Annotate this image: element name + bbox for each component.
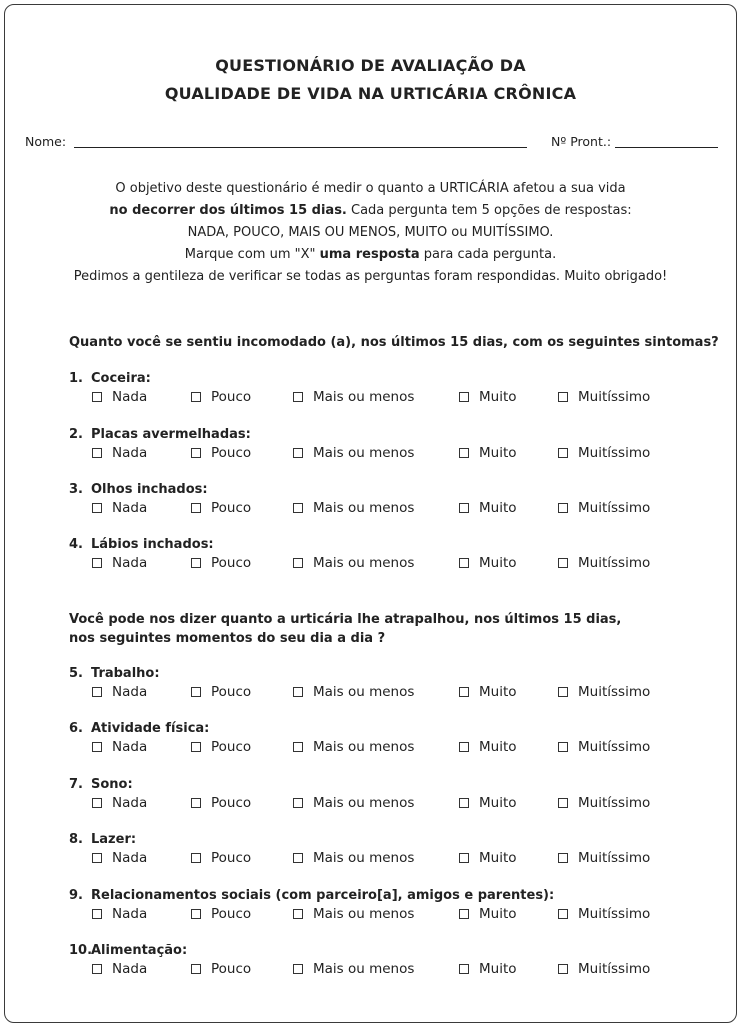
answer-option[interactable] (293, 555, 414, 571)
option-label: Muito (479, 684, 517, 700)
answer-option[interactable] (191, 389, 251, 405)
intro-line-2-rest: Cada pergunta tem 5 opções de respostas: (346, 203, 632, 218)
question-label: Sono: (91, 777, 133, 792)
checkbox-icon[interactable] (92, 853, 102, 863)
answer-option[interactable] (459, 389, 517, 405)
intro-line-4-pre: Marque com um "X" (184, 247, 320, 262)
answer-option[interactable] (92, 850, 147, 866)
answer-option[interactable] (558, 555, 650, 571)
option-label: Muitíssimo (578, 850, 651, 866)
answer-option[interactable] (459, 795, 517, 811)
answer-option[interactable] (293, 906, 414, 922)
answer-option[interactable] (558, 850, 650, 866)
answer-option[interactable] (558, 500, 650, 516)
answer-option[interactable] (459, 961, 517, 977)
checkbox-icon[interactable] (191, 909, 201, 919)
checkbox-icon[interactable] (293, 558, 303, 568)
option-label: Nada (112, 555, 148, 571)
checkbox-icon[interactable] (293, 742, 303, 752)
option-label: Nada (112, 500, 148, 516)
answer-option[interactable] (191, 906, 251, 922)
instructions (0, 178, 741, 288)
option-label: Mais ou menos (313, 850, 415, 866)
checkbox-icon[interactable] (459, 392, 469, 402)
question-number: 8. (69, 832, 83, 847)
answer-option[interactable] (459, 739, 517, 755)
checkbox-icon[interactable] (459, 853, 469, 863)
checkbox-icon[interactable] (92, 909, 102, 919)
answer-option[interactable] (92, 389, 147, 405)
answer-option[interactable] (191, 445, 251, 461)
option-label: Mais ou menos (313, 906, 415, 922)
option-label: Muito (479, 445, 517, 461)
option-label: Muito (479, 961, 517, 977)
title-line-2: QUALIDADE DE VIDA NA URTICÁRIA CRÔNICA (164, 84, 577, 103)
answer-option[interactable] (459, 445, 517, 461)
question-number: 2. (69, 427, 83, 442)
option-label: Muitíssimo (578, 684, 651, 700)
answer-option[interactable] (293, 961, 414, 977)
question-label: Olhos inchados: (91, 482, 208, 497)
answer-option[interactable] (191, 961, 251, 977)
option-label: Mais ou menos (313, 555, 415, 571)
nome-field[interactable] (74, 147, 527, 148)
answer-option[interactable] (191, 739, 251, 755)
checkbox-icon[interactable] (92, 964, 102, 974)
option-label: Muitíssimo (578, 906, 651, 922)
question-label: Relacionamentos sociais (com parceiro[a], amigos e parentes): (91, 888, 555, 903)
checkbox-icon[interactable] (293, 687, 303, 697)
answer-option[interactable] (191, 684, 251, 700)
option-label: Mais ou menos (313, 795, 415, 811)
option-label: Muito (479, 906, 517, 922)
answer-option[interactable] (558, 389, 650, 405)
checkbox-icon[interactable] (459, 448, 469, 458)
intro-line-4-bold: uma resposta (319, 247, 420, 262)
intro-line-4 (0, 244, 741, 266)
answer-option[interactable] (558, 795, 650, 811)
answer-option[interactable] (293, 445, 414, 461)
answer-option[interactable] (293, 739, 414, 755)
question-number: 3. (69, 482, 83, 497)
intro-line-4-post: para cada pergunta. (419, 247, 557, 262)
checkbox-icon[interactable] (191, 448, 201, 458)
answer-option[interactable] (92, 906, 147, 922)
intro-line-5: Pedimos a gentileza de verificar se todas as perguntas foram respondidas. Muito obrigado! (73, 269, 668, 284)
answer-option[interactable] (92, 795, 147, 811)
question-number: 9. (69, 888, 83, 903)
checkbox-icon[interactable] (92, 742, 102, 752)
checkbox-icon[interactable] (293, 798, 303, 808)
checkbox-icon[interactable] (92, 798, 102, 808)
answer-option[interactable] (558, 961, 650, 977)
section-1-heading: Quanto você se sentiu incomodado (a), nos últimos 15 dias, com os seguintes sintomas? (69, 335, 719, 350)
option-label: Muito (479, 850, 517, 866)
checkbox-icon[interactable] (459, 964, 469, 974)
question-label: Placas avermelhadas: (91, 427, 251, 442)
intro-line-2-bold: no decorrer dos últimos 15 dias. (109, 203, 347, 218)
answer-option[interactable] (92, 739, 147, 755)
option-label: Muito (479, 555, 517, 571)
question-label: Coceira: (91, 371, 151, 386)
option-label: Nada (112, 906, 148, 922)
option-label: Mais ou menos (313, 389, 415, 405)
option-label: Pouco (211, 445, 252, 461)
option-label: Nada (112, 684, 148, 700)
section-2-line-2: nos seguintes momentos do seu dia a dia ? (69, 631, 386, 646)
checkbox-icon[interactable] (558, 687, 568, 697)
checkbox-icon[interactable] (558, 853, 568, 863)
question-number: 1. (69, 371, 83, 386)
checkbox-icon[interactable] (558, 964, 568, 974)
checkbox-icon[interactable] (191, 392, 201, 402)
checkbox-icon[interactable] (293, 448, 303, 458)
section-2-heading (69, 610, 621, 648)
option-label: Nada (112, 389, 148, 405)
question-label: Atividade física: (91, 721, 210, 736)
option-label: Pouco (211, 961, 252, 977)
question-label: Trabalho: (91, 666, 160, 681)
question-label: Lazer: (91, 832, 137, 847)
checkbox-icon[interactable] (191, 558, 201, 568)
pront-field[interactable] (615, 147, 718, 148)
answer-option[interactable] (459, 684, 517, 700)
option-label: Muito (479, 500, 517, 516)
option-label: Mais ou menos (313, 500, 415, 516)
answer-option[interactable] (92, 961, 147, 977)
answer-option[interactable] (558, 684, 650, 700)
option-label: Muitíssimo (578, 795, 651, 811)
answer-option[interactable] (558, 445, 650, 461)
option-label: Muitíssimo (578, 739, 651, 755)
question-number: 10. (69, 943, 93, 958)
checkbox-icon[interactable] (191, 687, 201, 697)
checkbox-icon[interactable] (293, 392, 303, 402)
answer-option[interactable] (293, 850, 414, 866)
checkbox-icon[interactable] (459, 798, 469, 808)
question-label: Lábios inchados: (91, 537, 214, 552)
checkbox-icon[interactable] (459, 558, 469, 568)
answer-option[interactable] (459, 906, 517, 922)
checkbox-icon[interactable] (92, 503, 102, 513)
answer-option[interactable] (293, 500, 414, 516)
answer-option[interactable] (293, 389, 414, 405)
question-number: 6. (69, 721, 83, 736)
option-label: Pouco (211, 850, 252, 866)
option-label: Mais ou menos (313, 739, 415, 755)
option-label: Nada (112, 795, 148, 811)
option-label: Pouco (211, 500, 252, 516)
answer-option[interactable] (92, 445, 147, 461)
answer-option[interactable] (558, 906, 650, 922)
answer-option[interactable] (191, 555, 251, 571)
checkbox-icon[interactable] (459, 687, 469, 697)
title-line-1: QUESTIONÁRIO DE AVALIAÇÃO DA (215, 56, 526, 75)
answer-option[interactable] (459, 850, 517, 866)
checkbox-icon[interactable] (191, 798, 201, 808)
option-label: Mais ou menos (313, 961, 415, 977)
answer-option[interactable] (293, 684, 414, 700)
answer-option[interactable] (92, 555, 147, 571)
question-label: Alimentação: (91, 943, 188, 958)
checkbox-icon[interactable] (558, 798, 568, 808)
checkbox-icon[interactable] (293, 503, 303, 513)
option-label: Nada (112, 739, 148, 755)
answer-option[interactable] (191, 500, 251, 516)
intro-line-1: O objetivo deste questionário é medir o quanto a URTICÁRIA afetou a sua vida (115, 181, 626, 196)
section-2-line-1: Você pode nos dizer quanto a urticária lhe atrapalhou, nos últimos 15 dias, (69, 612, 622, 627)
checkbox-icon[interactable] (191, 964, 201, 974)
checkbox-icon[interactable] (293, 909, 303, 919)
option-label: Pouco (211, 389, 252, 405)
checkbox-icon[interactable] (459, 503, 469, 513)
intro-line-3: NADA, POUCO, MAIS OU MENOS, MUITO ou MUITÍSSIMO. (187, 225, 554, 240)
checkbox-icon[interactable] (558, 558, 568, 568)
checkbox-icon[interactable] (92, 392, 102, 402)
answer-option[interactable] (558, 739, 650, 755)
answer-option[interactable] (191, 850, 251, 866)
option-label: Mais ou menos (313, 445, 415, 461)
option-label: Pouco (211, 739, 252, 755)
checkbox-icon[interactable] (558, 448, 568, 458)
checkbox-icon[interactable] (293, 964, 303, 974)
checkbox-icon[interactable] (459, 742, 469, 752)
pront-label: Nº Pront.: (551, 134, 612, 149)
answer-option[interactable] (92, 500, 147, 516)
answer-option[interactable] (459, 500, 517, 516)
checkbox-icon[interactable] (459, 909, 469, 919)
answer-option[interactable] (459, 555, 517, 571)
option-label: Muitíssimo (578, 445, 651, 461)
option-label: Muito (479, 389, 517, 405)
checkbox-icon[interactable] (558, 392, 568, 402)
option-label: Muitíssimo (578, 389, 651, 405)
checkbox-icon[interactable] (92, 448, 102, 458)
checkbox-icon[interactable] (191, 503, 201, 513)
option-label: Nada (112, 850, 148, 866)
checkbox-icon[interactable] (191, 853, 201, 863)
nome-label: Nome: (25, 134, 67, 149)
answer-option[interactable] (293, 795, 414, 811)
option-label: Pouco (211, 555, 252, 571)
option-label: Muito (479, 739, 517, 755)
checkbox-icon[interactable] (293, 853, 303, 863)
option-label: Pouco (211, 906, 252, 922)
checkbox-icon[interactable] (191, 742, 201, 752)
checkbox-icon[interactable] (558, 503, 568, 513)
checkbox-icon[interactable] (558, 742, 568, 752)
question-number: 5. (69, 666, 83, 681)
answer-option[interactable] (191, 795, 251, 811)
option-label: Muitíssimo (578, 500, 651, 516)
checkbox-icon[interactable] (92, 558, 102, 568)
option-label: Pouco (211, 795, 252, 811)
option-label: Nada (112, 961, 148, 977)
answer-option[interactable] (92, 684, 147, 700)
option-label: Pouco (211, 684, 252, 700)
checkbox-icon[interactable] (92, 687, 102, 697)
option-label: Nada (112, 445, 148, 461)
question-number: 4. (69, 537, 83, 552)
checkbox-icon[interactable] (558, 909, 568, 919)
option-label: Mais ou menos (313, 684, 415, 700)
question-number: 7. (69, 777, 83, 792)
option-label: Muito (479, 795, 517, 811)
option-label: Muitíssimo (578, 555, 651, 571)
option-label: Muitíssimo (578, 961, 651, 977)
intro-line-2 (0, 200, 741, 222)
